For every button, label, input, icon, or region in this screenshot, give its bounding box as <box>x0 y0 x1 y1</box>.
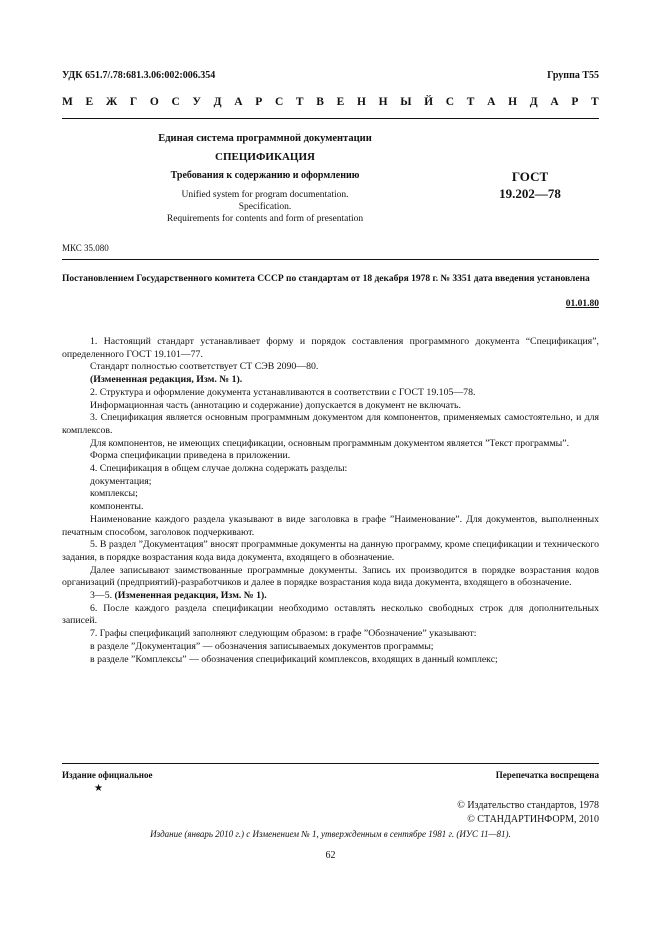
copyright-line: © Издательство стандартов, 1978 <box>457 800 599 811</box>
edition-note: Издание (январь 2010 г.) с Изменением № 1, утвержденным в сентябре 1981 г. (ИУС 11—81). <box>150 829 511 839</box>
system-name: Единая система программной документации <box>158 133 372 144</box>
body-paragraph: в разделе ”Документация” — обозначения записываемых документов программы; <box>90 640 434 652</box>
document-subtitle: Требования к содержанию и оформлению <box>170 170 360 181</box>
body-paragraph: Форма спецификации приведена в приложении. <box>90 450 291 462</box>
banner-letter: Н <box>356 96 366 108</box>
reprint-notice: Перепечатка воспрещена <box>495 770 599 780</box>
body-paragraph: в разделе ”Комплексы” — обозначения спецификаций комплексов, входящих в данный комплекс; <box>90 653 498 665</box>
page-number: 62 <box>325 850 336 861</box>
document-title: СПЕЦИФИКАЦИЯ <box>215 151 315 163</box>
group-code: Группа Т55 <box>547 70 599 81</box>
banner-letter: Н <box>378 96 388 108</box>
footer-divider <box>62 763 599 764</box>
body-paragraph: Информационная часть (аннотацию и содержание) допускается в документ не включать. <box>90 399 461 411</box>
body-paragraph: компоненты. <box>90 501 144 513</box>
body-paragraph: Далее записывают заимствованные программные документы. Запись их производится в порядке возрастания кодов организаций (предприятий)-разработчиков и далее в порядке возрастания кода вида документа, входящего в обозначение. <box>62 564 599 589</box>
body-paragraph: 3. Спецификация является основным программным документом для компонентов, применяемых самостоятельно, и для комплексов. <box>62 412 599 436</box>
banner-letter: Р <box>255 96 263 108</box>
star-icon: ★ <box>94 783 103 794</box>
copyright-block <box>457 799 599 827</box>
banner-letter: О <box>149 96 159 108</box>
banner-letter: Н <box>508 96 518 108</box>
banner-letter: В <box>316 96 324 108</box>
banner-letter: Т <box>295 96 304 108</box>
english-title-line: Unified system for program documentation. <box>181 190 349 200</box>
banner-letter: У <box>192 96 201 108</box>
body-paragraph <box>62 590 599 603</box>
banner-letter: А <box>234 96 243 108</box>
body-paragraph: Наименование каждого раздела указывают в виде заголовка в графе ”Наименование”. Для документов, выполненных печатным способом, заголовок подчеркивают. <box>62 513 599 538</box>
body-paragraph: Для компонентов, не имеющих спецификации, основным программным документом является ”Текст программы”. <box>90 437 570 449</box>
banner-letter: С <box>171 96 180 108</box>
standard-body <box>62 336 599 666</box>
body-paragraph: 4. Спецификация в общем случае должна содержать разделы: <box>90 463 348 475</box>
body-paragraph: 1. Настоящий стандарт устанавливает форму и порядок составления программного документа “Спецификация”, определенного ГОСТ 19.101—77. <box>62 336 599 360</box>
banner-letter: А <box>550 96 559 108</box>
edition-official: Издание официальное <box>62 770 153 780</box>
decree-text: Постановлением Государственного комитета СССР по стандартам от 18 декабря 1978 г. № 3351 дата введения установлена <box>62 274 590 284</box>
body-paragraph: 6. После каждого раздела спецификации необходимо оставлять несколько свободных строк для дополнительных записей. <box>62 602 599 627</box>
body-paragraph: 5. В раздел ”Документация” вносят программные документы на данную программу, кроме спецификации и технического задания, в порядке возрастания кода вида документа, входящего в обозначение. <box>62 539 599 563</box>
amendment-note: (Измененная редакция, Изм. № 1). <box>114 590 267 602</box>
banner-letter: Т <box>466 96 475 108</box>
banner-letter: А <box>487 96 496 108</box>
banner-letter: Г <box>129 96 138 108</box>
banner-letter: Ы <box>400 96 412 108</box>
banner-letter: С <box>445 96 455 108</box>
mks-code: МКС 35.080 <box>62 243 109 253</box>
body-paragraph: комплексы; <box>90 488 138 500</box>
english-title-line: Specification. <box>238 202 292 212</box>
paragraph-prefix: 3—5. <box>90 590 115 602</box>
gost-code: 19.202—78 <box>499 186 561 201</box>
banner-letter: Д <box>529 96 538 108</box>
title-block <box>130 133 400 225</box>
effective-date: 01.01.80 <box>565 299 599 309</box>
banner-letter: Й <box>424 96 434 108</box>
banner-letter: М <box>62 96 73 108</box>
body-paragraph: (Измененная редакция, Изм. № 1). <box>90 374 243 386</box>
banner-letter: Т <box>591 96 599 108</box>
udk-code: УДК 651.7/.78:681.3.06:002:006.354 <box>62 70 216 81</box>
banner-letter: Д <box>213 96 222 108</box>
body-paragraph: 7. Графы спецификаций заполняют следующим образом: в графе ”Обозначение” указывают: <box>90 628 477 640</box>
banner-letter: Р <box>571 96 579 108</box>
mks-divider <box>62 259 599 260</box>
header-divider <box>62 118 599 119</box>
gost-label: ГОСТ <box>511 169 549 184</box>
english-title <box>130 189 400 225</box>
interstate-standard-banner <box>62 96 599 108</box>
gost-number <box>480 168 580 202</box>
body-paragraph: документация; <box>90 475 152 487</box>
banner-letter: Ж <box>105 96 118 108</box>
copyright-line: © СТАНДАРТИНФОРМ, 2010 <box>467 814 599 825</box>
banner-letter: Е <box>336 96 345 108</box>
body-paragraph: Стандарт полностью соответствует СТ СЭВ 2090—80. <box>90 361 319 373</box>
body-paragraph: 2. Структура и оформление документа устанавливаются в соответствии с ГОСТ 19.105—78. <box>90 386 476 398</box>
banner-letter: С <box>274 96 284 108</box>
english-title-line: Requirements for contents and form of presentation <box>166 214 364 224</box>
banner-letter: Е <box>85 96 94 108</box>
